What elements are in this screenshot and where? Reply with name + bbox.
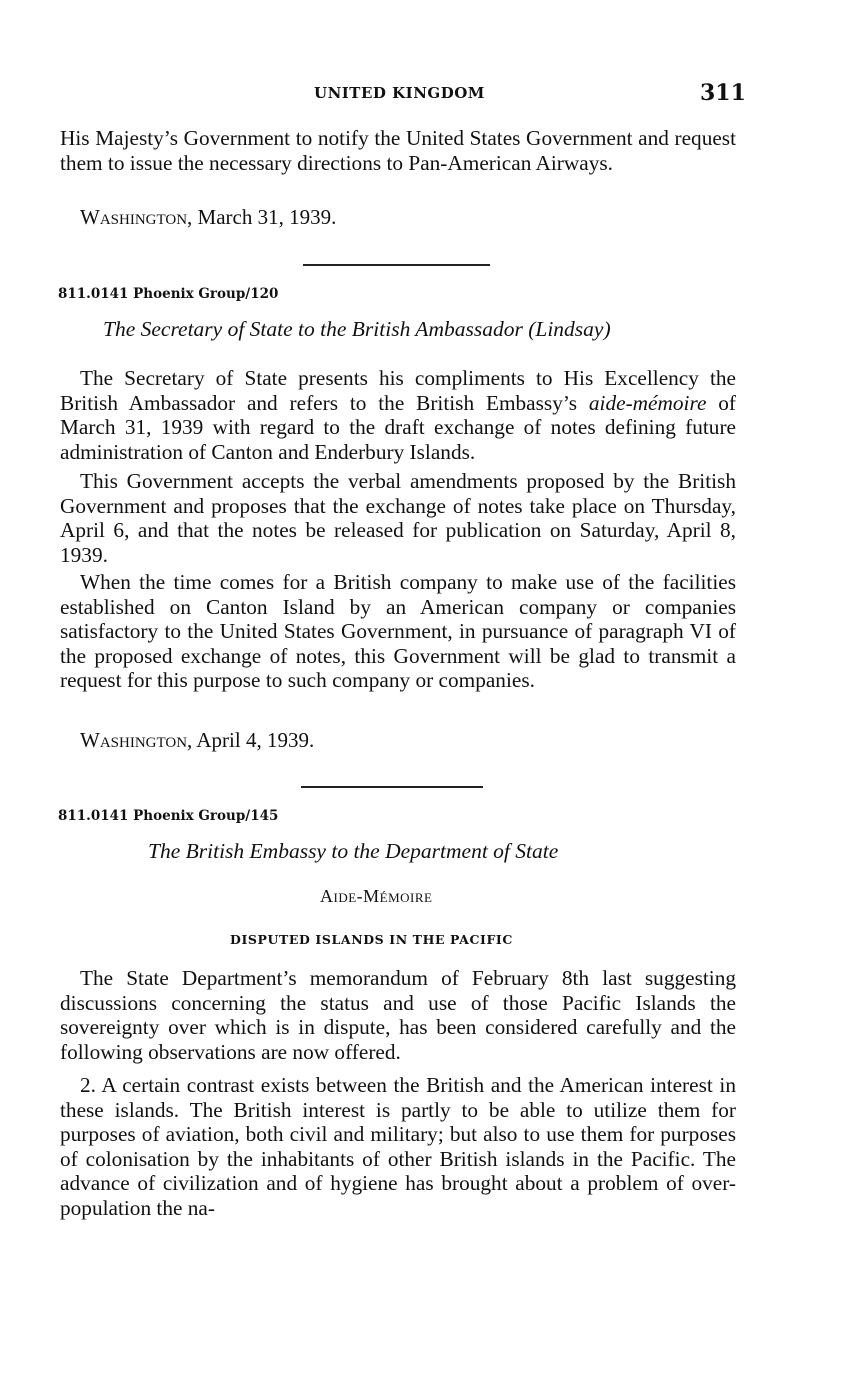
subheading: DISPUTED ISLANDS IN THE PACIFIC: [230, 932, 513, 947]
body-paragraph: When the time comes for a British company to make use of the facilities established on Canton Island by an American company or companies satisfactory to the United States Government, in pursuance of paragraph VI of the proposed exchange of notes, this Government will be glad to transmit a request for this purpose to such company or companies.: [60, 570, 736, 693]
signature-place: Washington,: [80, 728, 193, 752]
signature-place: Washington,: [80, 205, 193, 229]
document-type: Aide-Mémoire: [320, 886, 433, 906]
document-heading: The British Embassy to the Department of State: [148, 839, 559, 863]
body-paragraph: This Government accepts the verbal amendments proposed by the British Government and proposes that the exchange of notes take place on Thursday, April 6, and that the notes be released for publication on Saturday, April 8, 1939.: [60, 469, 736, 567]
paragraph-text: of March 31, 1939 with regard to the draft exchange of notes defining future administration of Canton and Enderbury Islands.: [60, 390, 736, 464]
signature-date: April 4, 1939.: [192, 728, 315, 752]
body-paragraph: 2. A certain contrast exists between the British and the American interest in these islands. The British interest is partly to be able to utilize them for purposes of aviation, both civil and military; but also to use them for purposes of colonisation by the inhabitants of other British islands in the Pacific. The advance of civilization and of hygiene has brought about a problem of over-population the na-: [60, 1073, 736, 1220]
signature-line-2: [80, 728, 314, 753]
file-number: 811.0141 Phoenix Group/145: [58, 808, 279, 824]
heading-main: The Secretary of State to the British Ambassador: [103, 317, 529, 341]
section-divider: [301, 786, 483, 788]
document-heading: [103, 317, 611, 342]
signature-line-1: [80, 205, 336, 230]
section-divider: [303, 264, 490, 266]
continuation-paragraph: His Majesty’s Government to notify the United States Government and request them to issue the necessary directions to Pan-American Airways.: [60, 126, 736, 175]
running-title: UNITED KINGDOM: [314, 84, 485, 102]
body-paragraph: The State Department’s memorandum of February 8th last suggesting discussions concerning the status and use of those Pacific Islands the sovereignty over which is in dispute, has been considered carefully and the following observations are now offered.: [60, 966, 736, 1064]
signature-date: March 31, 1939.: [192, 205, 337, 229]
body-paragraph: [60, 366, 736, 464]
page-number: 311: [700, 80, 746, 106]
file-number: 811.0141 Phoenix Group/120: [58, 286, 279, 302]
paragraph-text: The Secretary of State presents his compliments to His Excellency the British Ambassador and refers to the British Embassy’s: [60, 366, 736, 415]
italic-term: aide-mémoire: [588, 390, 707, 415]
heading-paren: (Lindsay): [528, 317, 611, 341]
